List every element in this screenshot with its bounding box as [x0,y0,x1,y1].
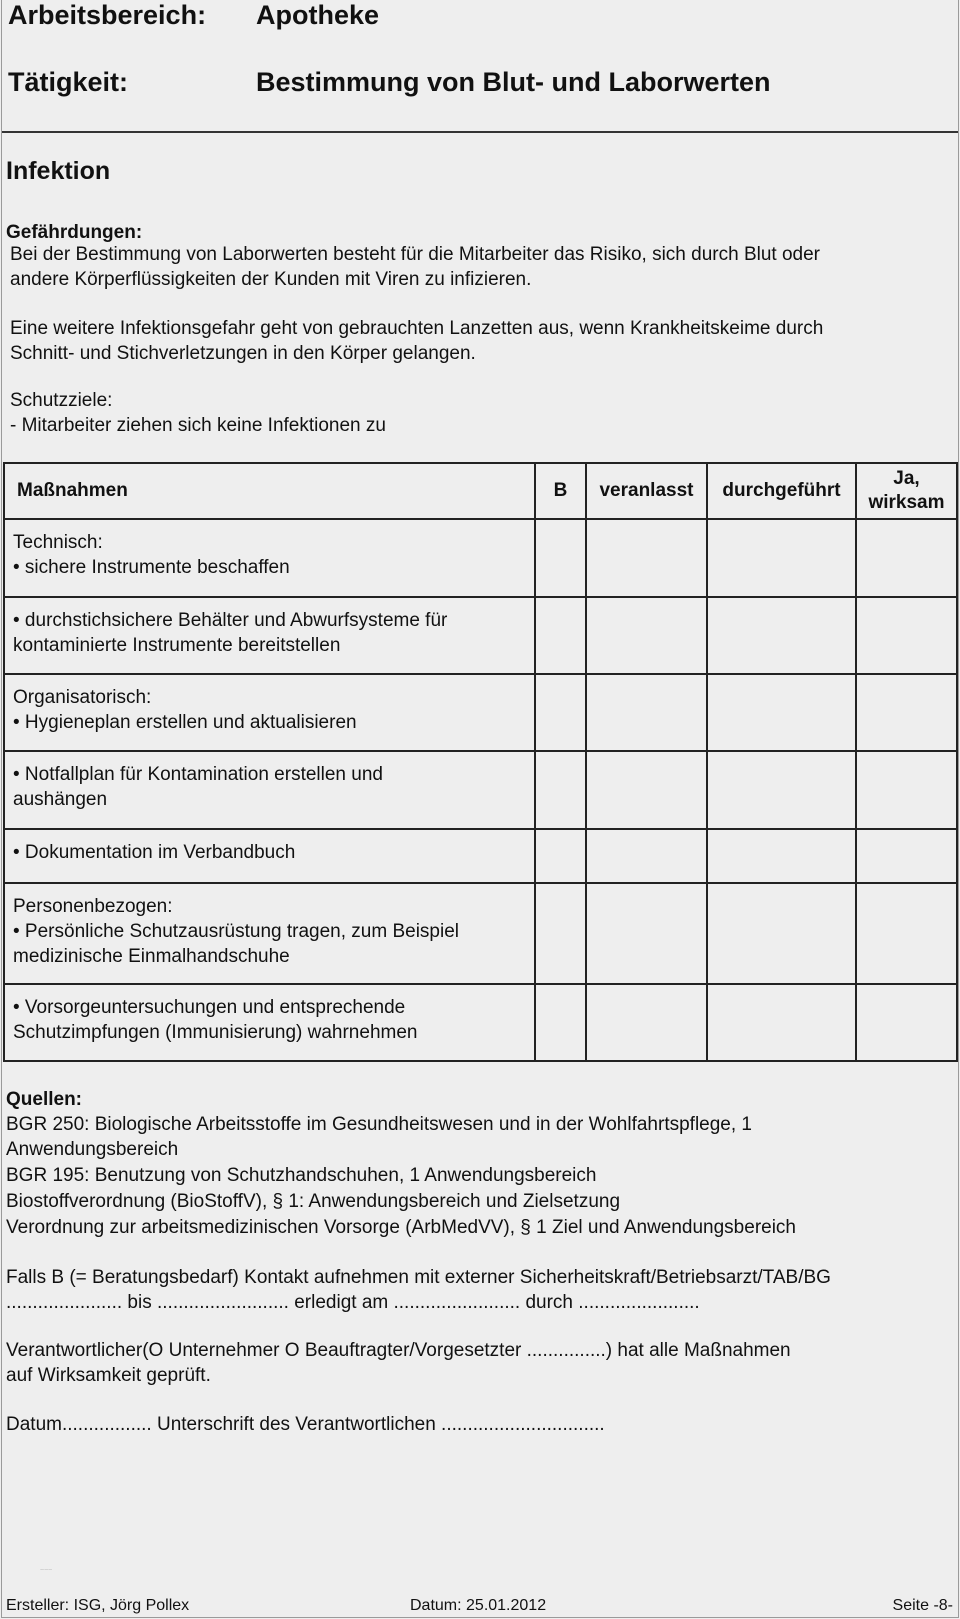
measure-cell [4,883,535,984]
goals-item: - Mitarbeiter ziehen sich keine Infektionen zu [10,415,386,436]
initiated-checkbox-cell[interactable] [586,674,707,751]
table-row [4,984,957,1061]
table-header-row [4,463,957,519]
followup-line: Falls B (= Beratungsbedarf) Kontakt aufnehmen mit externer Sicherheitskraft/Betriebsarzt/TAB/BG [6,1267,831,1288]
measure-cell [4,519,535,597]
signature-mark: ~~~ [40,1567,53,1574]
measure-cell [4,674,535,751]
area-value: Apotheke [256,0,380,30]
source-line: Biostoffverordnung (BioStoffV), § 1: Anwendungsbereich und Zielsetzung [6,1191,621,1212]
footer-page: Seite -8- [892,1597,953,1614]
header-divider [2,131,958,133]
measure-line: • Vorsorgeuntersuchungen und entsprechende [13,997,406,1018]
source-line: BGR 195: Benutzung von Schutzhandschuhen, 1 Anwendungsbereich [6,1165,597,1186]
measure-line: medizinische Einmalhandschuhe [13,946,290,967]
measure-line: • Hygieneplan erstellen und aktualisieren [13,712,357,733]
measure-line: • Persönliche Schutzausrüstung tragen, zum Beispiel [13,921,459,942]
effective-checkbox-cell[interactable] [856,883,957,984]
measure-line: • Dokumentation im Verbandbuch [13,842,296,863]
effective-checkbox-cell[interactable] [856,829,957,883]
header-done: durchgeführt [707,463,856,519]
initiated-checkbox-cell[interactable] [586,984,707,1061]
sources [6,1087,796,1240]
source-line: Anwendungsbereich [6,1139,179,1160]
measure-cell [4,597,535,674]
section-title: Infektion [6,157,111,185]
header-b: B [535,463,586,519]
initiated-checkbox-cell[interactable] [586,751,707,829]
hazards-label: Gefährdungen: [6,222,143,243]
measures-table [3,462,958,1062]
table-row [4,597,957,674]
b-checkbox-cell[interactable] [535,751,586,829]
footer-date: Datum: 25.01.2012 [410,1597,547,1614]
text-line: Schnitt- und Stichverletzungen in den Körper gelangen. [10,343,476,364]
area-label: Arbeitsbereich: [8,0,207,30]
signature-line: Datum................. Unterschrift des Verantwortlichen ............................... [6,1414,605,1435]
text-line: Eine weitere Infektionsgefahr geht von gebrauchten Lanzetten aus, wenn Krankheitskeime durch [10,318,824,339]
measure-line: Organisatorisch: [13,687,152,708]
table-row [4,883,957,984]
header-initiated: veranlasst [586,463,707,519]
measure-line: aushängen [13,789,108,810]
measure-cell [4,751,535,829]
measure-line: Personenbezogen: [13,896,173,917]
measure-line: • durchstichsichere Behälter und Abwurfsysteme für [13,610,448,631]
text-line: Bei der Bestimmung von Laborwerten besteht für die Mitarbeiter das Risiko, sich durch Blut oder [10,244,821,265]
effective-checkbox-cell[interactable] [856,519,957,597]
responsible [6,1338,791,1388]
done-checkbox-cell[interactable] [707,984,856,1061]
text-line: andere Körperflüssigkeiten der Kunden mit Viren zu infizieren. [10,269,532,290]
b-checkbox-cell[interactable] [535,597,586,674]
initiated-checkbox-cell[interactable] [586,829,707,883]
done-checkbox-cell[interactable] [707,751,856,829]
responsible-line: auf Wirksamkeit geprüft. [6,1365,211,1386]
measure-line: Technisch: [13,532,103,553]
initiated-checkbox-cell[interactable] [586,597,707,674]
goals [10,388,386,438]
followup [6,1265,831,1315]
hazards-text [10,242,823,366]
footer-author: Ersteller: ISG, Jörg Pollex [6,1597,190,1614]
header-effective [856,463,957,519]
b-checkbox-cell[interactable] [535,674,586,751]
header-effective-line2: wirksam [868,492,945,513]
done-checkbox-cell[interactable] [707,519,856,597]
followup-line: ...................... bis ......................... erledigt am ........................ durch ....................... [6,1292,700,1313]
done-checkbox-cell[interactable] [707,597,856,674]
table-row [4,829,957,883]
responsible-line: Verantwortlicher(O Unternehmer O Beauftragter/Vorgesetzter ...............) hat alle Maßnahmen [6,1340,791,1361]
measure-line: kontaminierte Instrumente bereitstellen [13,635,341,656]
goals-label: Schutzziele: [10,390,113,411]
sources-label: Quellen: [6,1089,83,1110]
header-effective-line1: Ja, [893,468,920,489]
measure-line: • sichere Instrumente beschaffen [13,557,290,578]
b-checkbox-cell[interactable] [535,519,586,597]
initiated-checkbox-cell[interactable] [586,519,707,597]
table-row [4,751,957,829]
source-line: BGR 250: Biologische Arbeitsstoffe im Gesundheitswesen und in der Wohlfahrtspflege, 1 [6,1114,753,1135]
done-checkbox-cell[interactable] [707,829,856,883]
source-line: Verordnung zur arbeitsmedizinischen Vorsorge (ArbMedVV), § 1 Ziel und Anwendungsbereich [6,1217,797,1238]
effective-checkbox-cell[interactable] [856,674,957,751]
done-checkbox-cell[interactable] [707,883,856,984]
table-row [4,519,957,597]
b-checkbox-cell[interactable] [535,829,586,883]
activity-label: Tätigkeit: [8,67,129,97]
measure-cell [4,829,535,883]
activity-value: Bestimmung von Blut- und Laborwerten [256,67,771,97]
done-checkbox-cell[interactable] [707,674,856,751]
b-checkbox-cell[interactable] [535,883,586,984]
initiated-checkbox-cell[interactable] [586,883,707,984]
effective-checkbox-cell[interactable] [856,984,957,1061]
effective-checkbox-cell[interactable] [856,751,957,829]
measure-cell [4,984,535,1061]
table-row [4,674,957,751]
header-measures: Maßnahmen [4,463,535,519]
measure-line: • Notfallplan für Kontamination erstellen und [13,764,383,785]
b-checkbox-cell[interactable] [535,984,586,1061]
effective-checkbox-cell[interactable] [856,597,957,674]
measure-line: Schutzimpfungen (Immunisierung) wahrnehmen [13,1022,418,1043]
